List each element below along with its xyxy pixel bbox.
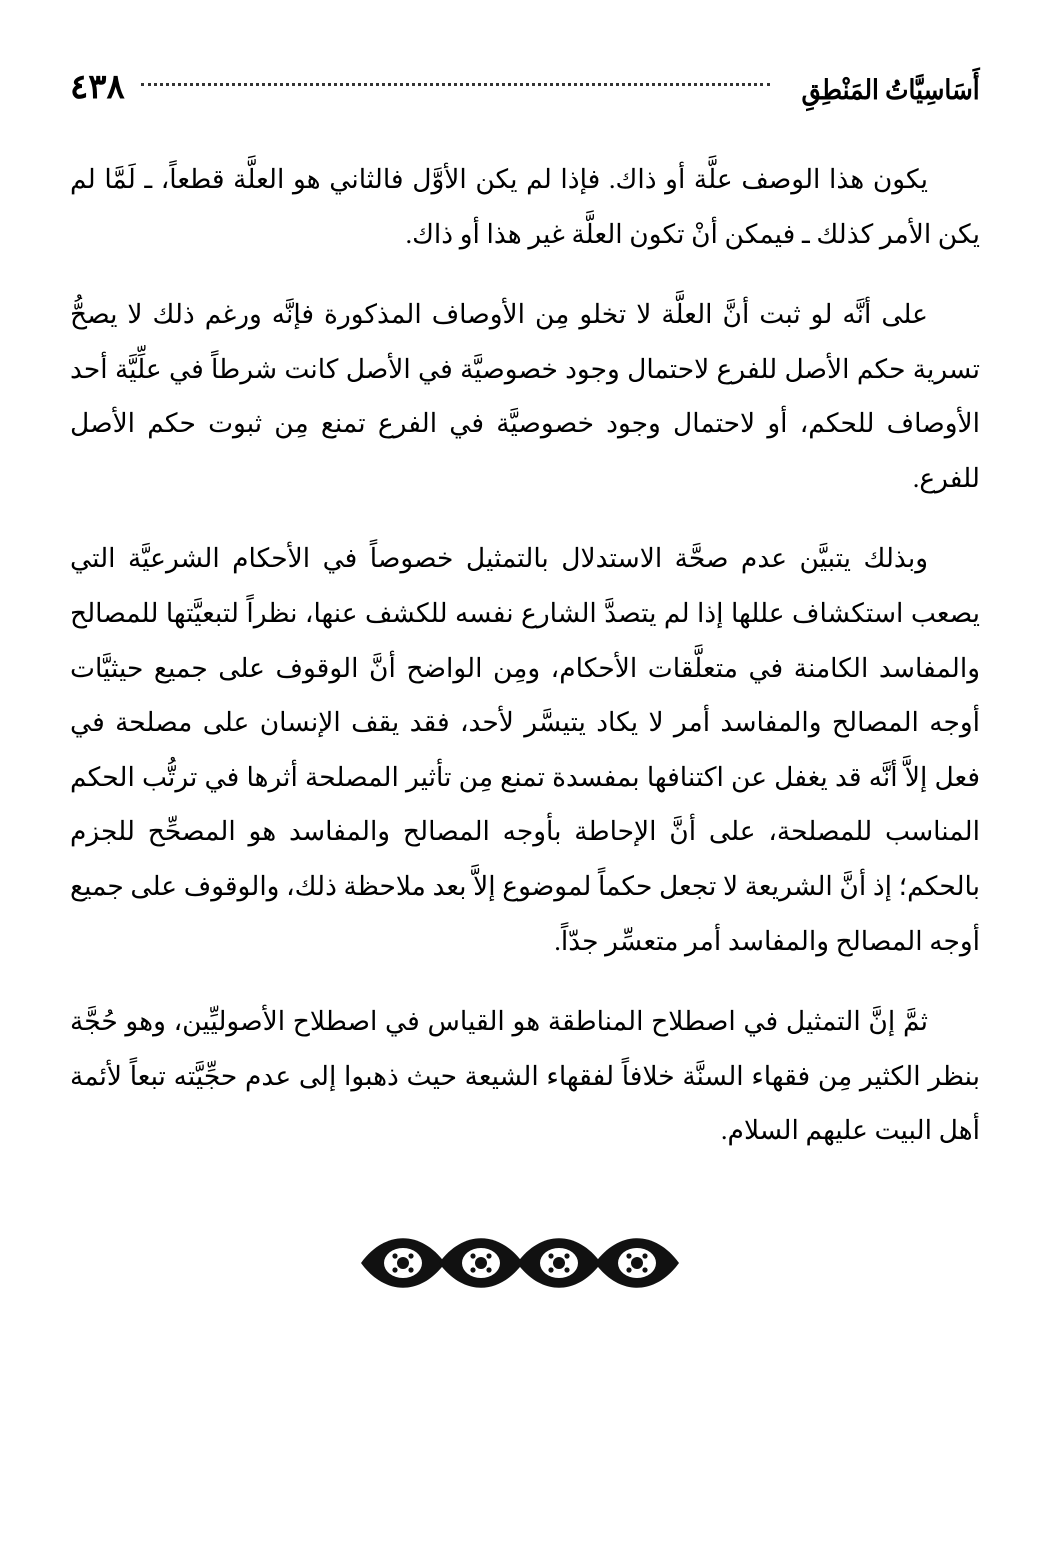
- paragraph-2: على أنَّه لو ثبت أنَّ العلَّة لا تخلو مِن الأوصاف المذكورة فإنَّه ورغم ذلك لا يصحُّ تسرية حكم الأصل للفرع لاحتمال وجود خصوصيَّة في الأصل كانت شرطاً في علِّيَّة أحد الأوصاف للحكم، أو لاحتمال وجود خصوصيَّة في الفرع تمنع مِن ثبوت حكم الأصل للفرع.: [70, 299, 980, 493]
- decorative-divider-icon: [355, 1228, 695, 1298]
- paragraph-4: ثمَّ إنَّ التمثيل في اصطلاح المناطقة هو القياس في اصطلاح الأصوليِّين، وهو حُجَّة بنظر الكثير مِن فقهاء السنَّة خلافاً لفقهاء الشيعة حيث ذهبوا إلى عدم حجِّيَّته تبعاً لأئمة أهل البيت عليهم السلام.: [70, 1006, 980, 1146]
- page-number: ٤٣٨: [70, 69, 125, 106]
- ornament-divider: [70, 1228, 980, 1298]
- page-header: [70, 58, 980, 118]
- book-title: أَسَاسِيَّاتُ المَنْطِقِ: [801, 74, 980, 105]
- paragraph-3: وبذلك يتبيَّن عدم صحَّة الاستدلال بالتمثيل خصوصاً في الأحكام الشرعيَّة التي يصعب استكشاف عللها إذا لم يتصدَّ الشارع نفسه للكشف عنها، نظراً لتبعيَّتها للمصالح والمفاسد الكامنة في متعلَّقات الأحكام، ومِن الواضح أنَّ الوقوف على جميع حيثيَّات أوجه المصالح والمفاسد أمر لا يكاد يتيسَّر لأحد، فقد يقف الإنسان على مصلحة في فعل إلاَّ أنَّه قد يغفل عن اكتنافها بمفسدة تمنع مِن تأثير المصلحة أثرها في ترتُّب الحكم المناسب للمصلحة، على أنَّ الإحاطة بأوجه المصالح والمفاسد هو المصحِّح للجزم بالحكم؛ إذ أنَّ الشريعة لا تجعل حكماً لموضوع إلاَّ بعد ملاحظة ذلك، والوقوف على جميع أوجه المصالح والمفاسد أمر متعسِّر جدّاً.: [70, 543, 980, 956]
- paragraph-1: يكون هذا الوصف علَّة أو ذاك. فإذا لم يكن الأوَّل فالثاني هو العلَّة قطعاً، ـ لَمَّا لم يكن الأمر كذلك ـ فيمكن أنْ تكون العلَّة غير هذا أو ذاك.: [70, 164, 980, 249]
- dotted-leader: [141, 83, 771, 86]
- page-body: [70, 152, 980, 1158]
